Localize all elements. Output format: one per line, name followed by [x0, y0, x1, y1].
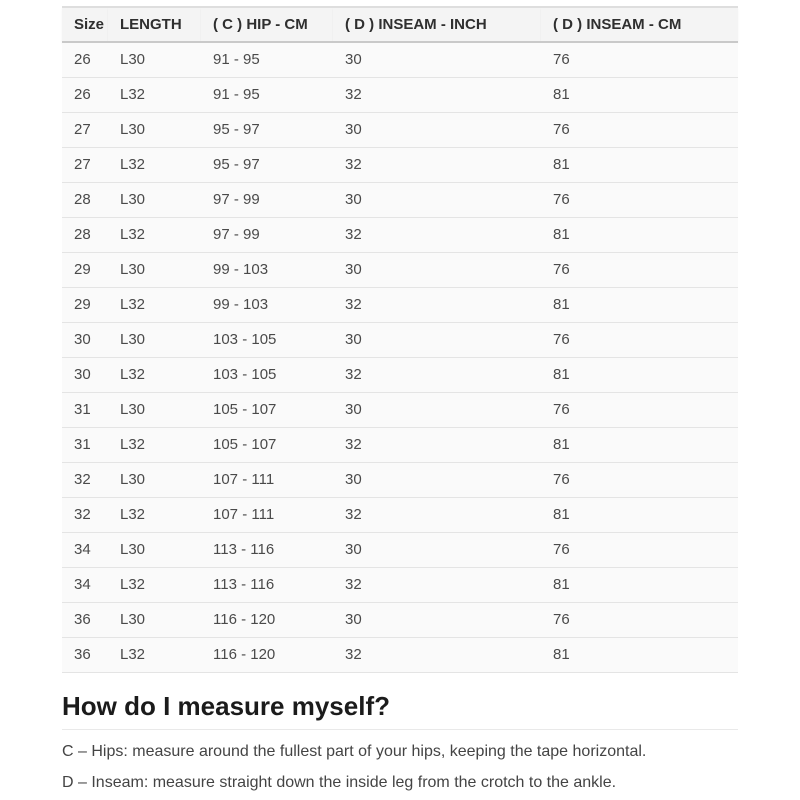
cell-inseam-cm: 81 — [541, 218, 738, 253]
size-chart-row — [62, 323, 738, 358]
cell-length: L32 — [108, 218, 201, 253]
cell-inseam-inch: 32 — [333, 498, 541, 533]
size-chart-row — [62, 428, 738, 463]
cell-size: 27 — [62, 148, 108, 183]
cell-hip-cm: 99 - 103 — [201, 253, 333, 288]
cell-length: L30 — [108, 183, 201, 218]
cell-inseam-inch: 32 — [333, 78, 541, 113]
cell-inseam-cm: 76 — [541, 533, 738, 568]
size-chart-row — [62, 393, 738, 428]
cell-inseam-inch: 30 — [333, 253, 541, 288]
cell-inseam-cm: 76 — [541, 323, 738, 358]
cell-length: L30 — [108, 393, 201, 428]
cell-length: L30 — [108, 603, 201, 638]
cell-inseam-inch: 30 — [333, 183, 541, 218]
cell-inseam-cm: 81 — [541, 358, 738, 393]
cell-inseam-cm: 81 — [541, 498, 738, 533]
size-chart-row — [62, 288, 738, 323]
cell-length: L32 — [108, 568, 201, 603]
cell-hip-cm: 103 - 105 — [201, 358, 333, 393]
size-chart-row — [62, 253, 738, 288]
size-chart-row — [62, 113, 738, 148]
cell-length: L30 — [108, 323, 201, 358]
cell-inseam-cm: 81 — [541, 428, 738, 463]
cell-inseam-inch: 30 — [333, 603, 541, 638]
cell-hip-cm: 105 - 107 — [201, 428, 333, 463]
cell-hip-cm: 97 - 99 — [201, 183, 333, 218]
cell-length: L30 — [108, 42, 201, 78]
cell-size: 30 — [62, 323, 108, 358]
cell-inseam-inch: 32 — [333, 638, 541, 673]
cell-inseam-inch: 32 — [333, 568, 541, 603]
cell-inseam-cm: 81 — [541, 568, 738, 603]
cell-inseam-inch: 32 — [333, 218, 541, 253]
cell-inseam-cm: 76 — [541, 253, 738, 288]
cell-inseam-inch: 30 — [333, 533, 541, 568]
cell-size: 29 — [62, 253, 108, 288]
size-chart-table — [62, 6, 738, 673]
cell-size: 34 — [62, 568, 108, 603]
size-chart-body — [62, 42, 738, 673]
cell-hip-cm: 116 - 120 — [201, 638, 333, 673]
cell-hip-cm: 103 - 105 — [201, 323, 333, 358]
cell-inseam-cm: 81 — [541, 78, 738, 113]
cell-size: 36 — [62, 603, 108, 638]
cell-size: 29 — [62, 288, 108, 323]
cell-hip-cm: 95 - 97 — [201, 113, 333, 148]
size-chart-row — [62, 533, 738, 568]
measure-notes — [62, 729, 738, 796]
column-header-inseam-cm: ( D ) INSEAM - CM — [541, 7, 738, 42]
cell-inseam-inch: 30 — [333, 323, 541, 358]
size-chart-row — [62, 218, 738, 253]
size-chart-row — [62, 358, 738, 393]
size-guide-section — [62, 0, 738, 796]
cell-length: L30 — [108, 253, 201, 288]
cell-size: 26 — [62, 78, 108, 113]
cell-hip-cm: 99 - 103 — [201, 288, 333, 323]
cell-length: L32 — [108, 498, 201, 533]
cell-inseam-cm: 76 — [541, 463, 738, 498]
cell-size: 32 — [62, 463, 108, 498]
cell-inseam-inch: 30 — [333, 113, 541, 148]
size-chart-header-row — [62, 7, 738, 42]
cell-size: 28 — [62, 183, 108, 218]
cell-hip-cm: 91 - 95 — [201, 42, 333, 78]
measure-heading: How do I measure myself? — [62, 691, 390, 721]
size-chart-row — [62, 463, 738, 498]
cell-inseam-inch: 32 — [333, 358, 541, 393]
cell-inseam-inch: 32 — [333, 288, 541, 323]
cell-inseam-cm: 76 — [541, 183, 738, 218]
cell-length: L32 — [108, 288, 201, 323]
cell-size: 32 — [62, 498, 108, 533]
cell-hip-cm: 113 - 116 — [201, 568, 333, 603]
cell-size: 27 — [62, 113, 108, 148]
column-header-hip-cm: ( C ) HIP - CM — [201, 7, 333, 42]
cell-size: 28 — [62, 218, 108, 253]
cell-inseam-inch: 30 — [333, 393, 541, 428]
cell-inseam-cm: 81 — [541, 288, 738, 323]
cell-hip-cm: 113 - 116 — [201, 533, 333, 568]
cell-inseam-cm: 76 — [541, 393, 738, 428]
cell-length: L32 — [108, 638, 201, 673]
size-chart-row — [62, 568, 738, 603]
cell-size: 31 — [62, 428, 108, 463]
cell-length: L30 — [108, 463, 201, 498]
cell-size: 30 — [62, 358, 108, 393]
cell-length: L32 — [108, 358, 201, 393]
size-chart-row — [62, 498, 738, 533]
cell-inseam-cm: 76 — [541, 42, 738, 78]
cell-length: L30 — [108, 533, 201, 568]
cell-hip-cm: 116 - 120 — [201, 603, 333, 638]
cell-length: L32 — [108, 78, 201, 113]
cell-hip-cm: 107 - 111 — [201, 463, 333, 498]
hips-measure-note: C – Hips: measure around the fullest part of your hips, keeping the tape horizontal. — [62, 743, 647, 760]
cell-size: 36 — [62, 638, 108, 673]
cell-inseam-inch: 30 — [333, 42, 541, 78]
column-header-size: Size — [62, 7, 108, 42]
cell-inseam-cm: 76 — [541, 603, 738, 638]
cell-inseam-inch: 32 — [333, 148, 541, 183]
cell-hip-cm: 105 - 107 — [201, 393, 333, 428]
size-chart-row — [62, 148, 738, 183]
cell-length: L32 — [108, 148, 201, 183]
cell-inseam-inch: 32 — [333, 428, 541, 463]
size-chart-row — [62, 42, 738, 78]
cell-hip-cm: 107 - 111 — [201, 498, 333, 533]
cell-hip-cm: 95 - 97 — [201, 148, 333, 183]
cell-hip-cm: 97 - 99 — [201, 218, 333, 253]
cell-inseam-cm: 76 — [541, 113, 738, 148]
inseam-measure-note: D – Inseam: measure straight down the inside leg from the crotch to the ankle. — [62, 774, 617, 791]
column-header-inseam-inch: ( D ) INSEAM - INCH — [333, 7, 541, 42]
cell-length: L32 — [108, 428, 201, 463]
cell-inseam-cm: 81 — [541, 638, 738, 673]
size-chart-row — [62, 638, 738, 673]
size-chart-row — [62, 603, 738, 638]
size-chart-row — [62, 78, 738, 113]
cell-size: 34 — [62, 533, 108, 568]
cell-size: 26 — [62, 42, 108, 78]
cell-length: L30 — [108, 113, 201, 148]
cell-inseam-inch: 30 — [333, 463, 541, 498]
cell-hip-cm: 91 - 95 — [201, 78, 333, 113]
cell-inseam-cm: 81 — [541, 148, 738, 183]
cell-size: 31 — [62, 393, 108, 428]
size-chart-row — [62, 183, 738, 218]
column-header-length: LENGTH — [108, 7, 201, 42]
